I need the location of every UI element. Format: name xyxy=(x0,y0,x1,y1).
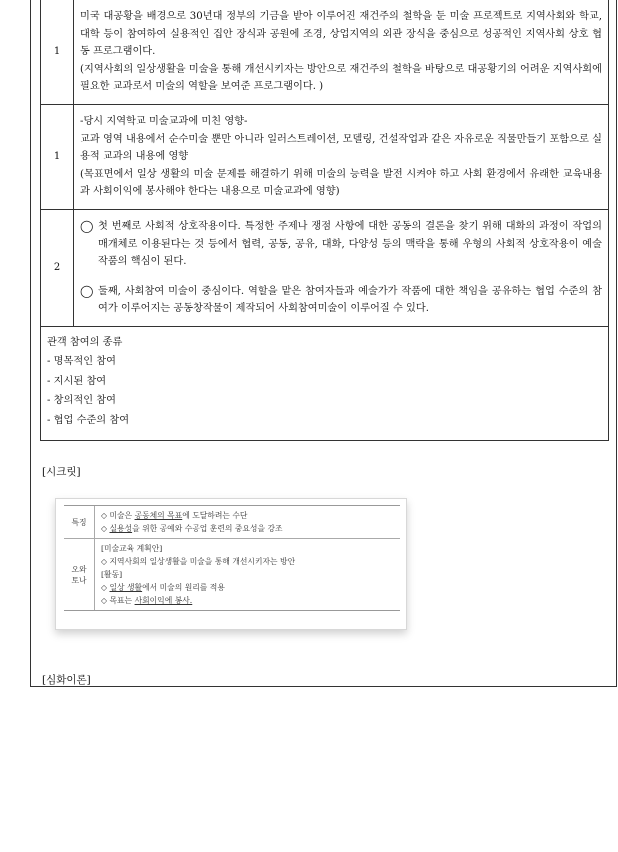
row-number: 1 xyxy=(41,0,74,104)
table-row xyxy=(41,0,608,104)
list-item: - 명목적인 참여 xyxy=(47,356,116,368)
figure-row xyxy=(64,506,400,538)
table-row xyxy=(41,209,608,326)
point-item xyxy=(80,283,602,318)
figure-line: ◇ 지역사회의 일상생활을 미술을 통해 개선시키자는 방안 xyxy=(101,557,296,566)
paragraph: (목표면에서 일상 생활의 미술 문제를 해결하기 위해 미술의 능력을 발전 시켜야 하고 사회 환경에서 유래한 교육내용과 사회이익에 봉사해야 한다는 내용으로 미술교과에 영향) xyxy=(80,168,602,198)
list-item: - 창의적인 참여 xyxy=(47,395,116,407)
page-frame-right-rule xyxy=(616,0,617,686)
figure-line: ◇ 실용성을 위한 공예와 수공업 훈련의 중요성을 강조 xyxy=(101,524,283,533)
row-number: 2 xyxy=(41,210,74,326)
figure-row-label: 오와 토나 xyxy=(64,539,95,610)
table-row xyxy=(41,326,608,441)
row-content xyxy=(74,0,608,104)
figure-table xyxy=(64,505,400,611)
paragraph: (지역사회의 일상생활을 미술을 통해 개선시키자는 방안으로 재건주의 철학을 바탕으로 대공황기의 어려운 지역사회에 필요한 교과로서 미술의 역할을 보여준 프로그램이다. ) xyxy=(80,63,602,93)
page-frame-bottom-rule xyxy=(30,686,617,687)
point-item xyxy=(80,218,602,271)
row-content xyxy=(74,210,608,326)
summary-figure xyxy=(55,498,407,630)
content-table xyxy=(40,0,609,441)
point-text: 둘째, 사회참여 미술이 중심이다. 역할을 맡은 참여자들과 예술가가 작품에 대한 책임을 공유하는 협업 수준의 참여가 이루어지는 공동창작물이 제작되어 사회참여미술이 이루어질 수 있다. xyxy=(98,285,602,315)
row-content xyxy=(74,105,608,209)
list-item: - 협업 수준의 참여 xyxy=(47,414,130,426)
paragraph: 미국 대공황을 배경으로 30년대 정부의 기금을 받아 이루어진 재건주의 철학을 둔 미술 프로젝트로 지역사회와 학교, 대학 등이 참여하여 실용적인 집안 장식과 공원에 조경, 상업지역의 외관 장식을 중심으로 성공적인 지역사회 상호 협동 프로그램이다. xyxy=(80,11,602,58)
paragraph: -당시 지역학교 미술교과에 미친 영향- xyxy=(80,115,248,127)
table-row xyxy=(41,104,608,209)
circle-bullet-icon: ◯ xyxy=(80,218,94,233)
figure-row-label: 특징 xyxy=(64,506,95,538)
figure-line: ◇ 일상 생활에서 미술의 원리를 적용 xyxy=(101,583,225,592)
list-item: - 지시된 참여 xyxy=(47,375,107,387)
page-frame-left-rule xyxy=(30,0,31,686)
figure-line: [미술교육 계획안] xyxy=(101,544,163,553)
circle-bullet-icon: ◯ xyxy=(80,283,94,298)
figure-line: ◇ 목표는 사회이익에 봉사. xyxy=(101,596,193,605)
participation-box xyxy=(41,327,137,441)
figure-row xyxy=(64,538,400,610)
figure-row-content xyxy=(95,539,400,610)
section-heading-deep-theory: [심화이론] xyxy=(42,674,91,686)
section-heading-secret: [시크릿] xyxy=(42,466,81,478)
figure-line: [활동] xyxy=(101,570,123,579)
participation-title: 관객 참여의 종류 xyxy=(47,336,123,348)
figure-row-content xyxy=(95,506,400,538)
row-number: 1 xyxy=(41,105,74,209)
figure-line: ◇ 미술은 공동체의 목표에 도달하려는 수단 xyxy=(101,511,248,520)
point-text: 첫 번째로 사회적 상호작용이다. 특정한 주제나 쟁점 사항에 대한 공동의 결론을 찾기 위해 대화의 과정이 작업의 매개체로 이용된다는 것 등에서 협력, 공동, 공유, 대화, 다양성 등의 맥락을 통해 우형의 사회적 상호작용이 예술작품의 핵심이 된다. xyxy=(98,220,602,268)
paragraph: 교과 영역 내용에서 순수미술 뿐만 아니라 일러스트레이션, 모델링, 건설작업과 같은 자유로운 직물만들기 포함으로 실용적 교과의 내용에 영향 xyxy=(80,133,602,163)
